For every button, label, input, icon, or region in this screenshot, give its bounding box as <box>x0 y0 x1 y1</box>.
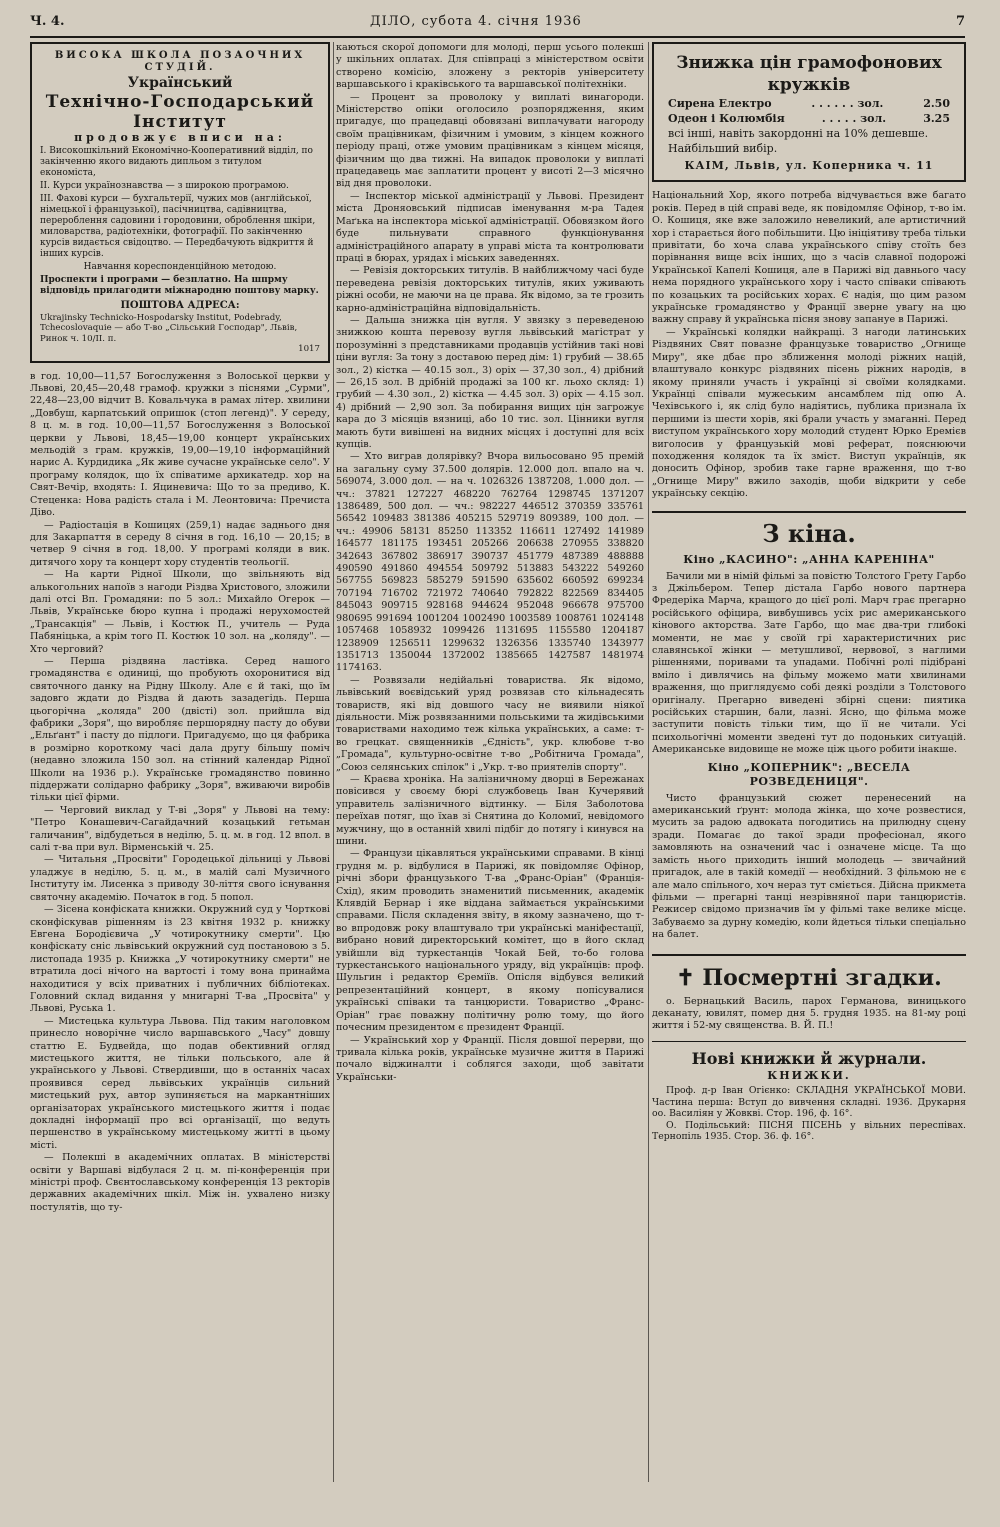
column-1 <box>30 42 330 1482</box>
records-row-label: Одеон і Колюмбія <box>668 112 785 125</box>
records-ad-address: КАІМ, Львів, ул. Коперника ч. 11 <box>684 159 934 172</box>
ad-item5: Проспекти і програми — безплатно. На шпрму відповідь прилагодити міжнародню поштову марку. <box>40 275 319 297</box>
news-paragraph: каються скорої допомоги для молоді, перш усього полекші у шкільних оплатах. Для співпраці з міністерством освіти створено комісію, зложену з ректорів університету варшавського і краківського та варшавської політехніки. <box>336 42 644 91</box>
news-paragraph: — Перша різдвяна ластівка. Серед нашого громадянства є одиниці, що пробують охоронитися від святочного данку на Рідну Школу. Але є й такі, що їм задовго ждати до Різдва й дають зазадегідь. Перша цьогорічна „коляда" 200 (двісті) зол. прийшла від фабрики „Зоря", що виробляє першорядну пасту до обуви „Ельґант" і пасту до підлоги. Пригадуємо, що ця фабрика в розмірно короткому часі дала другу більшу поміч (недавно зложила 150 зол. на стінний календар Рідної Школи на 1936 р.). Українське громадянство повинно піддержати солідарно фабрику „Зоря", вживаючи виробів тільки цієї фірми. <box>30 655 330 804</box>
records-price-row <box>668 111 950 126</box>
records-row-label: Сирена Електро <box>668 97 772 110</box>
books-section-title: Нові книжки й журнали. <box>652 1041 966 1070</box>
ad-address-label: ПОШТОВА АДРЕСА: <box>120 300 240 312</box>
ad-item3: ІІІ. Фахові курси — бухгальтерії, чужих мов (англійської, німецької і французької), пасічництва, садівництва, перероблення садовини і городовини, оброблення шкіри, миловарства, радіотехніки, фотографії. По закінченню курсів видається свідоцтво. — Передбачують відкриття й інших курсів. <box>40 194 316 260</box>
news-paragraph: — На карти Рідної Школи, що звільняють від алькогольних напоїв з нагоди Різдва Христового, зложили далі отсі Вп. Громадяни: по 5 зол.: Михайло Огерок — Львів, Українське бюро купна і продажі нерухомостей „Трансакція" — Львів, і Костюк П., учитель — Руда Пабяніцька, а крім того П. Костюк 10 зол. на „коляду". — Хто черговий? <box>30 569 330 655</box>
ad-line3: Технічно-Господарський Інститут <box>45 91 315 132</box>
film-heading: Кіно „КОПЕРНИК": „ВЕСЕЛА РОЗВЕДЕНИЦЯ". <box>707 760 911 788</box>
news-paragraph: — Радіостація в Кошицях (259,1) надає заднього дня для Закарпаття в середу 8 січня в год. 16,10 — 20,15; в четвер 9 січня в год. 18,00. У програмі коляди в вик. дитячого хору та концерт хору студентів теольогії. <box>30 519 330 568</box>
film-review: Чисто французький сюжет перенесений на американський ґрунт: молода жінка, що хоче розвестися, мусить за радою адвоката погодитись на прилюдну сцену зради. Помагає до такої зради професіонал, якого замовляють на означений час і означене місце. Та що замість нього приходить інший молодець — звичайний пригадок, але в такій комедії — необхідний. З фільмою не є але мало спільного, хоч нераз тут сміється. Дійсна прикмета фільми — прегарні танці незрівняної пари танцюристів. Режисер свідомо призначив їм у фільмі таке велике місце. Забуваємо за дурну комедію, коли йдеться тільки спеціально на балет. <box>652 792 966 941</box>
news-paragraph: — Французи цікавляться українськими справами. В кінці грудня м. р. відбулися в Парижі, як повідомляє Офінор, річні збори французького Т-ва „Франс-Оріан" (Франція-Схід), яким проводить знаменитий письменник, академік Клявдій Бернар і яке віддана займається українськими справами. Після складення звіту, в якому зазначено, що т-во впродовж року влаштувало три українські маніфестації, вибрано новий директорський комітет, що в його склад увійшли від туркестанців Чокай Бей, то-бо голова туркестанського національного уряду, від українців: проф. Шульгин і редактор Єреміїв. Опісля відбувся великий репрезентаційний концерт, в якому попісувалися українські співаки та танцюристи. Товариство „Франс-Оріан" грає поважну політичну ролю тому, що його почесним президентом є президент Франції. <box>336 848 644 1034</box>
ad-address: Ukrajinsky Technicko-Hospodarsky Institut, Podebrady, Tchecoslovaquie — або Т-во „Сільський Господар", Львів, Ринок ч. 10/II. п. <box>40 312 298 344</box>
news-paragraph: — Процент за проволоку у виплаті винагороди. Міністерство опіки оголосило розпорядження, яким пригадує, що працедавці обовязані виплачувати нагороду своїм працівникам, фізичним і умовим, з кінцем кожного періоду праці, отже умовим працівникам з кінцем місяця, фізичним що два тижні. На випадок проволоки у виплаті працедавець має заплатити процент у висоті 2—3 місячно від дня проволоки. <box>336 91 644 190</box>
news-paragraph: — Ревізія докторських титулів. В найближчому часі буде переведена ревізія докторських титулів, яких уживають ріжні особи, не маючи на це права. Як відомо, за те грозить карно-адміністраційна відповідальність. <box>336 265 644 314</box>
news-paragraph: — Інспектор міської адміністрації у Львові. Президент міста Дроняовський підписав іменування м-ра Тадея Маґька на інспектора міської адміністрації. Обовязком його буде пильнувати справного функціонування адміністраційного апарату в управі міста та контролювати праці в бюрах, урядах і міських заведеннях. <box>336 190 644 264</box>
news-paragraph: — Українські колядки найкращі. З нагоди латинських Різдвяних Свят повазне французьке товариство „Огнище Миру", яке дбає про зближення молоді ріжних націй, влаштувало конкурс різдвяних пісень ріжних народів, в якому приняли участь і українці зі своїми колядками. Українці співали мужеським ансамблем під опю А. Чехівського і, як слід було надіятись, публика признала їх першими із шести хорів, які брали участь у змаганні. Перед виступом українського хору молодий студент Юрко Еремієв виголосив у французькій мові реферат, пояснюючи походження колядок та їх зміст. Виступ українців, як доносить Офінор, зробив таке гарне враження, що т-во „Огнище Миру" вжило заходів, щоби відкрити у себе українську секцію. <box>652 326 966 500</box>
records-row-price: 3.25 <box>923 112 950 125</box>
ad-code: 1017 <box>298 344 320 355</box>
page-count: 7 <box>955 14 965 29</box>
page-header <box>30 10 965 38</box>
ad-item4: Навчання кореспонденційною методою. <box>83 262 277 273</box>
news-paragraph: — Український хор у Франції. Після довшої перерви, що тривала кілька років, українське музичне життя в Парижі почало віджиналти і соблягся заходи, щоб завітати Українськи- <box>336 1034 644 1083</box>
column-2 <box>336 42 644 1482</box>
news-paragraph: — Полекші в академічних оплатах. В міністерстві освіти у Варшаві відбулася 2 ц. м. пі-конференція при міністрі проф. Свєнтославському конференція 13 ректорів державних академічних шкіл. Між ін. ухвалено низку постулятів, що ту- <box>30 1152 330 1213</box>
news-paragraph: — Мистецька культура Львова. Під таким наголовком принесло новорічне число варшавського „Часу" довшу статтю Е. Будвейда, що подав обективний огляд мистецького життя, не тільки польського, але й українського у Львові. Ствердивши, що в останніх часах проявився серед львівських українців сильний мистецький рух, автор зупиняється на маркантніших організаторах українського мистецького життя і подає докладні інформації про всі організації, що ведуть першенство в українському мистецькому житті в цьому місті. <box>30 1015 330 1151</box>
ad-item1: І. Високошкільний Економічно-Кооперативний відділ, по закінченню якого видають дипльом з титулом економіста, <box>40 146 313 179</box>
institute-advertisement <box>30 42 330 363</box>
obituary-title: ✝ Посмертні згадки. <box>652 954 966 992</box>
records-ad-title: Знижка цін грамофонових кружків <box>676 53 942 95</box>
book-entry: О. Подільський: ПІСНЯ ПІСЕНЬ у вільних переспівах. Тернопіль 1935. Стор. 36. ф. 16°. <box>652 1119 966 1143</box>
records-advertisement <box>652 42 966 182</box>
column-3 <box>652 42 966 1482</box>
column-rule-1 <box>333 42 334 1482</box>
film-heading: Кіно „КАСИНО": „АННА КАРЕНІНА" <box>683 552 935 566</box>
records-row-dots: . . . . . зол. <box>821 112 887 125</box>
obituary-text: о. Бернацький Василь, парох Германова, виницького деканату, ювилят, помер дня 5. грудня 1935. на 81-му році життя і 52-му священства. В. Й. П.! <box>652 995 966 1032</box>
ad-item2: ІІ. Курси українознавства — з широкою програмою. <box>40 181 289 192</box>
film-review: Бачили ми в німій фільмі за повістю Толстого Грету Гарбо з Джільбером. Тепер дістала Гарбо нового партнера Фредеріка Марча, кращого до цієї ролі. Марч грає прегарно російського офіцира, вивбушивсь усіх рис американського кінового акторства. Зате Гарбо, що має два-три глибокі моменти, не має у своїй грі характеристичних рис славянської жінки — метушливої, нервової, з наглими рішеннями, поривами та упадами. Побічні ролі підібрані вміло і дивлячись на фільму можемо мати хвилинами враження, що приглядуємо собі деякі розділи з Толстового оригіналу. Прегарно виведені збірні сцени: пиятика російських старшин, бали, лазні. Ясно, що фільма може заступити повість тільки тим, що її не читали. Усі психольогічні моменти зведені тут до подоньких ситуацій. Американське видовище не може ціж цього робити інакше. <box>652 570 966 756</box>
news-paragraph: — Дальша знижка цін вугля. У звязку з переведеною знижкою кошта перевозу вугля львівський магістрат у порозумінні з представниками продавців устійнив такі нові ціни вугля: За тону з доставою перед дім: 1) грубий — 38.65 зол., 2) кістка — 40.15 зол., 3) оріх — 37,30 зол., 4) дрібний — 26,15 зол. В дрібній продажі за 100 кг. льохо скляд: 1) грубий — 4.30 зол., 2) кістка — 4.45 зол. 3) оріх — 4.15 зол. 4) дрібний — 2,90 зол. За побирання вищих цін загрожує кара до 3 місяців вязниці, або 10 тис. зол. Цінники вугля мають бути вивішені на видних місцях і доступні для всіх купців. <box>336 314 644 450</box>
news-paragraph: — Зісена конфіската книжки. Окружний суд у Чорткові сконфіскував рішенням із 23 квітня 1932 р. книжку Евгена Бородієвича „У чотирокутнику смерти". Цю конфіскату сніс львівський окружний суд постановою з 5. листопада 1935 р. Книжка „У чотирокутнику смерти" не втратила досі нічого на вартості і тому вона принайма находитися у всіх приватних і публичних бібліотеках. Головний склад видання у мнигарні Т-ва „Просвіта" у Львові, Руська 1. <box>30 904 330 1015</box>
book-entry: Проф. д-р Іван Огієнко: СКЛАДНЯ УКРАЇНСЬКОЇ МОВИ. Частина перша: Вступ до вивчення складні. 1936. Друкарня оо. Василіян у Жовкві. Стор. 196, ф. 16°. <box>652 1085 966 1120</box>
news-paragraph: — Краєва хроніка. На залізничному дворці в Бережанах повісився у своєму бюрі службовець Іван Кучерявий управитель залізничного відтинку. — Біля Заболотова переїхав потяг, що їхав зі Снятина до Коломиї, невідомого мужчину, що в останній хвилі підбіг до потягу і кинувся на шини. <box>336 773 644 847</box>
cinema-section-title: З кіна. <box>652 511 966 549</box>
news-paragraph: Національний Хор, якого потреба відчувається вже багато років. Перед в цій справі веде, як повідомляє Офінор, т-во ім. О. Кошиця, яке вже заложило невеликий, але артистичний хор і старається його побільшити. Цю ініціятиву треба тільки привітати, бо хоча слава українського співу стоїть без порівнання вище всіх інших, що з часів славної подорожі Української Капелі Кошиця, але в Парижі від давнього часу нема порядного українського хору і часто співаки співають по козацьких та російських хорах. Є надія, що цим разом українське громадянство у Франції зверне увагу на цю важну справу й українська пісня знову запануе в Парижі. <box>652 190 966 326</box>
masthead-date: ДІЛО, субота 4. січня 1936 <box>370 14 582 29</box>
news-paragraph: — Черговий виклад у Т-ві „Зоря" у Львові на тему: "Петро Конашевич-Сагайдачний козацький гетьман галичанин", відбудеться в неділю, 5. ц. м. в год. 12 впол. в салі т-ва при вул. Вірменській ч. 25. <box>30 804 330 854</box>
news-paragraph: — Розвязали недійальні товариства. Як відомо, львівський воєвідський уряд розвязав сто кільнадесять товариств, які від довшого часу не виявили ніякої діяльности. Між розвязанними польськими та жидівськими товариствами находимо теж кілька українських, а саме: т-во грецкат. священників „Єдність", укр. клюбове т-во „Громада", культурно-освітне т-во „Робітнича Громада", „Союз селянських спілок" і „Укр. т-во приятелів спорту". <box>336 674 644 773</box>
records-price-row <box>668 96 950 111</box>
news-paragraph: — Читальня „Просвіти" Городецької дільниці у Львові уладжує в неділю, 5. ц. м., в малій салі Музичного Інституту ім. Лисенка з приводу 30-ліття свого існування святочну академію. Початок в год. 5 попол. <box>30 854 330 903</box>
records-row-dots: . . . . . . зол. <box>811 97 884 110</box>
ad-line4: продовжує вписи на: <box>74 130 286 144</box>
records-row-price: 2.50 <box>923 97 950 110</box>
news-paragraph: — Хто виграв долярівку? Вчора вильосовано 95 премій на загальну суму 37.500 долярів. 12.000 дол. впало на ч. 569074, 3.000 дол. — на ч. 1026326 1387208, 1.000 дол. — чч.: 37821 127227 468220 762764 1298745 1371207 1386489, 500 дол. — чч.: 982227 446512 370359 335761 56542 109483 381386 405215 529719 809389, 100 дол. — чч.: 49906 58131 85250 113352 116611 127492 141989 164577 181175 193451 205266 206638 270955 338820 342643 367802 386917 390737 451779 487389 488888 490590 491860 494554 509792 513883 543222 549260 567755 569823 585279 591590 635602 660592 699234 707194 716702 721972 740640 792822 822569 834405 845043 909715 928168 944624 952048 966678 975700 980695 991694 1001204 1002490 1003589 1008761 1024148 1057468 1058932 1099426 1131695 1155580 1204187 1238909 1256511 1299632 1326356 1335740 1343977 1351713 1350044 1372002 1385665 1427587 1481974 1174163. <box>336 451 644 674</box>
column-rule-2 <box>648 42 649 1482</box>
ad-line2: Український <box>127 74 233 91</box>
books-subtitle: КНИЖКИ. <box>767 1068 851 1082</box>
ad-line1: ВИСОКА ШКОЛА ПОЗАОЧНИХ СТУДІЙ. <box>54 50 306 74</box>
records-ad-note: всі інші, навіть закордонні на 10% дешевше. Найбільший вибір. <box>668 127 929 155</box>
page-number: Ч. 4. <box>30 14 65 29</box>
news-paragraph: в год. 10,00—11,57 Богослуження з Волоської церкви у Львові, 20,45—20,48 грамоф. кружки з піснями „Сурми", 22,48—23,00 відчит В. Ковальчука в рамах літер. хвилини „Довбуш, карпатський опришок (стоп легенд)". У середу, 8 ц. м. в год. 10,00—11,57 Богослуження з Волоської церкви у Львові, 18,45—19,00 концерт українських мельодій з грам. кружків, 19,00—19,10 інформаційний нарис А. Курдидика „Як живе сучасне українське село". У програму колядок, що їх співатиме архикатедр. хор на Свят-Вечір, входять: І. Яциневича: Що то за предиво, К. Стеценка: Нова радість стала і М. Леонтовича: Пречиста Діво. <box>30 370 330 519</box>
